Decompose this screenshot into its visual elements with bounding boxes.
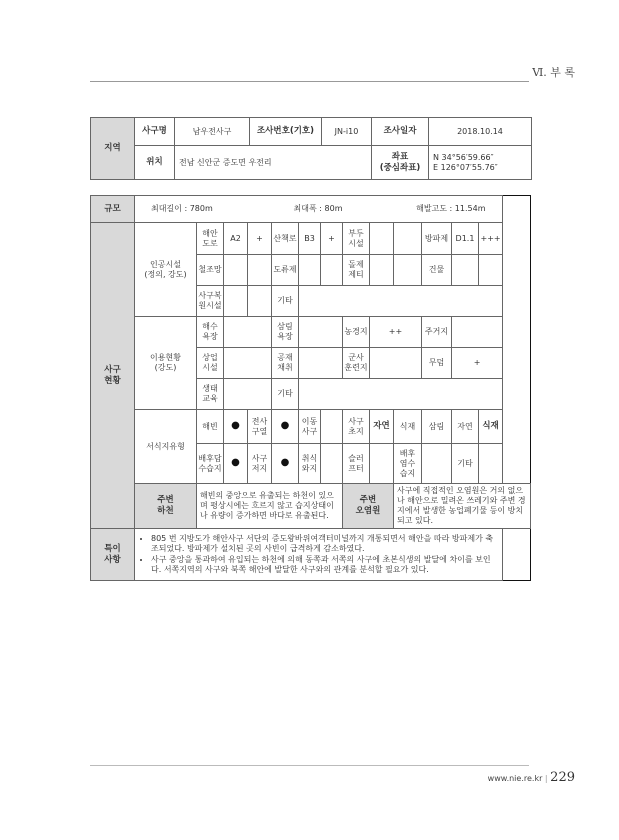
page-number: 229 [550, 770, 575, 785]
cell: 돌제 제티 [343, 255, 370, 286]
cell: + [248, 223, 272, 255]
cell: 방파제 [422, 223, 452, 255]
river-label: 주변 하천 [135, 484, 197, 529]
date-value: 2018.10.14 [429, 118, 532, 146]
cell: + [452, 348, 503, 379]
scale-label: 규모 [91, 196, 135, 223]
cell: 삼림 욕장 [272, 317, 299, 348]
footer-site: www.nie.re.kr [487, 774, 543, 783]
cell: 사구 저지 [248, 444, 272, 484]
coord-east: E 126°07′55.76″ [433, 162, 498, 172]
cell: 전사 구열 [248, 410, 272, 444]
cell: A2 [224, 223, 248, 255]
cell: 농경지 [343, 317, 370, 348]
cell: + [321, 223, 343, 255]
notes-label: 특이 사항 [91, 529, 135, 581]
habitat-label: 서식지유형 [135, 410, 197, 484]
footer-rule [90, 765, 529, 766]
cell: 철조망 [197, 255, 224, 286]
cell: 군사 훈련지 [343, 348, 370, 379]
cell: 배후 염수 습지 [394, 444, 422, 484]
date-label: 조사일자 [372, 118, 429, 146]
name-label: 사구명 [135, 118, 175, 146]
region-label: 지역 [91, 118, 135, 180]
artificial-label: 인공시설 (정의, 강도) [135, 223, 197, 317]
cell: 산책로 [272, 223, 299, 255]
section-header: Ⅵ. 부 록 [532, 66, 575, 79]
altitude: 해발고도 : 11.54m [416, 204, 486, 213]
scale-values [135, 196, 503, 223]
cell: 주거지 [422, 317, 452, 348]
cell: 사구복 원시설 [197, 286, 224, 317]
site-info-table [90, 117, 532, 180]
cell: ++ [370, 317, 422, 348]
code-label: 조사번호(기호) [250, 118, 322, 146]
max-width: 최대폭 : 80m [293, 204, 343, 213]
cell: D1.1 [452, 223, 479, 255]
cell: 해안 도로 [197, 223, 224, 255]
cell: 자연 [370, 410, 394, 444]
survey-table [90, 195, 531, 581]
notes-list [139, 534, 498, 575]
cell: ● [272, 410, 299, 444]
cell: 공재 채취 [272, 348, 299, 379]
use-label: 이용현황 (강도) [135, 317, 197, 410]
coord-value [429, 146, 532, 180]
cell: 생태 교육 [197, 379, 224, 410]
list-item: • 사구 중앙을 통과하여 유입되는 하천에 의해 동쪽과 서쪽의 사구에 초본식생의 발달에 차이를 보인다. 서쪽지역의 사구와 북쪽 해안에 발달한 사구와의 관계를 분석할 필요가 있다. [151, 555, 498, 575]
cell: 부두 시설 [343, 223, 370, 255]
cell [370, 223, 394, 255]
cell: 상업 시설 [197, 348, 224, 379]
cell: 해수 욕장 [197, 317, 224, 348]
cell [321, 410, 343, 444]
cell: 이동 사구 [299, 410, 321, 444]
footer: www.nie.re.kr | 229 [487, 770, 575, 785]
cell: 건물 [422, 255, 452, 286]
code-value: JN-i10 [322, 118, 372, 146]
header-rule [90, 81, 529, 82]
cell: 슬러 프터 [343, 444, 370, 484]
cell: B3 [299, 223, 321, 255]
cell: 자연 [452, 410, 479, 444]
pollution-text: 사구에 직접적인 오염원은 거의 없으나 해안으로 밀려온 쓰레기와 주변 경지에서 발생한 농업폐기물 등이 방치되고 있다. [394, 484, 531, 529]
location-label: 위치 [135, 146, 175, 180]
cell: ● [272, 444, 299, 484]
coord-north: N 34°56′59.66″ [433, 152, 494, 162]
name-value: 남우전사구 [175, 118, 250, 146]
cell: 사구 초지 [343, 410, 370, 444]
coord-label: 좌표 (중심좌표) [372, 146, 429, 180]
cell: 배후담 수습지 [197, 444, 224, 484]
cell: 해빈 [197, 410, 224, 444]
cell: 무덤 [422, 348, 452, 379]
cell: 식재 [479, 410, 503, 444]
max-length: 최대길이 : 780m [151, 204, 213, 213]
cell: 기타 [272, 379, 299, 410]
cell: 기타 [452, 444, 479, 484]
pollution-label: 주변 오염원 [343, 484, 394, 529]
cell: ● [224, 444, 248, 484]
location-value: 전남 신안군 증도면 우전리 [175, 146, 372, 180]
cell [394, 223, 422, 255]
status-label: 사구 현황 [91, 223, 135, 529]
list-item: • 805 번 지방도가 해안사구 서단의 증도왕바위여객터미널까지 개통되면서 해안을 따라 방파제가 축조되었다. 방파제가 설치된 곳의 사빈이 급격하게 감소하였다. [151, 534, 498, 554]
cell: 도류제 [272, 255, 299, 286]
cell: 취식 와지 [299, 444, 321, 484]
cell: 기타 [272, 286, 299, 317]
river-text: 해빈의 중앙으로 유출되는 하천이 있으며 평상시에는 흐르지 않고 습지상태이나 유량이 증가하면 바다로 유출된다. [197, 484, 343, 529]
cell: 식재 [394, 410, 422, 444]
cell: 삼림 [422, 410, 452, 444]
cell: +++ [479, 223, 503, 255]
cell: ● [224, 410, 248, 444]
